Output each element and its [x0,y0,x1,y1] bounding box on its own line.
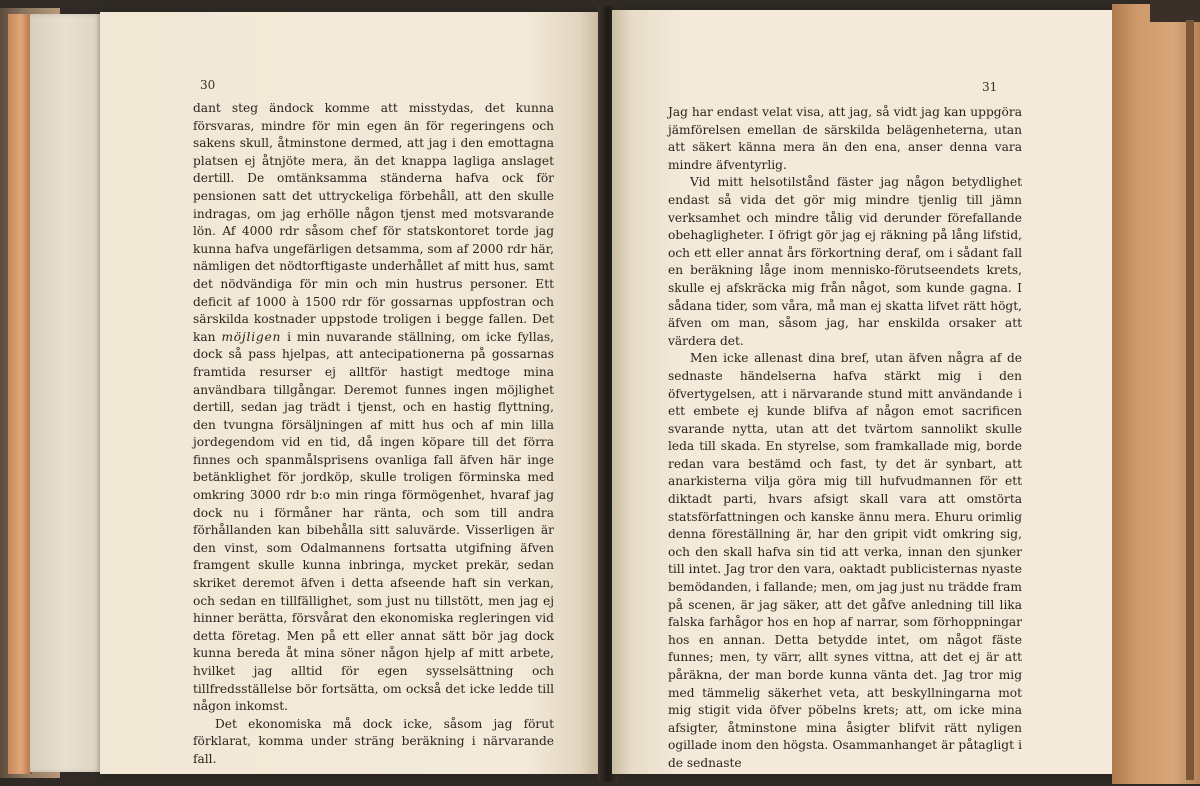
right-page-text [668,104,1022,773]
page-number-right: 31 [982,80,998,94]
paragraph: Jag har endast velat visa, att jag, så vidt jag kan uppgöra jämförelsen emellan de särskilda belägenheterna, utan att säkert känna mera än den ena, anser denna vara mindre äfventyrlig. [668,105,1022,172]
book-cover-edge-left [8,14,32,774]
page-number-left: 30 [200,78,216,92]
cover-stripe [1186,20,1194,780]
paragraph: dant steg ändock komme att misstydas, det kunna försvaras, mindre för min egen än för regeringens och sakens skull, åtminstone dermed, att jag i den emottagna platsen ej åtnjöte mera, än det knappa lagliga anslaget dertill. De omtänksamma ständerna hafva ock för pensionen satt det uttryckeliga förbehåll, att den skulle indragas, om jag erhölle någon tjenst med motsvarande lön. Af 4000 rdr såsom chef för statskontoret torde jag kunna hafva ungefärligen detsamma, som af 2000 rdr här, nämligen det nödtorftigaste underhållet af mitt hus, samt det nödvändiga för min och min hustrus personer. Ett deficit af 1000 à 1500 rdr för gossarnas uppfostran och särskilda kostnader uppstode troligen i begge fallen. Det kan möjligen i min nuvarande ställning, om icke fyllas, dock så pass hjelpas, att antecipationerna på gossarnas framtida resurser ej alltför hastigt medtoge mina användbara tillgångar. Deremot funnes ingen möjlighet dertill, sedan jag trädt i tjenst, och en hastig flyttning, den tvungna försäljningen af mitt hus och af min lilla jordegendom vid en tid, då ingen köpare till det förra finnes och spanmålsprisens ovanliga fall äfven här inge betänklighet för jordköp, skulle troligen förminska med omkring 3000 rdr b:o min ringa förmögenhet, hvaraf jag dock nu i förmåner har ränta, och som till andra förhållanden kan bibehålla sitt saluvärde. Visserligen är den vinst, som Odalmannens fortsatta utgifning äfven framgent skulle kunna inbringa, mycket prekär, sedan skriket deremot äfven i detta afseende haft sin verkan, och sedan en tillfällighet, som just nu tillstött, men jag ej hinner berätta, försvårat den ekonomiska regleringen vid detta företag. Men på ett eller annat sätt bör jag dock kunna bereda åt mina söner någon hjelp af mitt arbete, hvilket jag alltid för egen sysselsättning och tillfredsställelse bör fortsätta, om också det icke ledde till någon inkomst. [193,101,554,714]
cover-corner-tab [1150,0,1200,22]
left-page-text [193,100,554,769]
flyleaf-left [30,14,102,772]
paragraph: Vid mitt helsotilstånd fäster jag någon betydlighet endast så vida det gör mig mindre tjenlig till jämn verksamhet och mindre tålig vid derunder förefallande obehagligheter. I öfrigt gör jag ej räkning på lång lifstid, och ett eller annat års förkortning deraf, om i sådant fall en beräkning låge inom mennisko-förutseendets krets, skulle ej afskräcka mig från något, som kunde gagna. I sådana tider, som våra, må man ej skatta lifvet rätt högt, äfven om man, såsom jag, har enskilda orsaker att värdera det. [668,175,1022,348]
emphasized-word: möjligen [221,329,282,344]
paragraph: Men icke allenast dina bref, utan äfven några af de sednaste händelserna hafva stärkt mig i den öfvertygelsen, att i närvarande stund mitt användande i ett embete ej kunde blifva af någon emot sacrificen svarande nytta, utan att det tvärtom sannolikt skulle leda till skada. En styrelse, som framkallade mig, borde redan vara bestämd och fast, ty det är synbart, att anarkisterna vilja göra mig till hufvudmannen för ett diktadt parti, hvars afsigt skall vara att omstörta statsförfattningen och kanske ännu mera. Ehuru orimlig denna föreställning är, har den gripit vidt omkring sig, och den skall hafva sin tid att verka, innan den sjunker till intet. Jag tror den vara, oaktadt publicisternas nyaste bemödanden, i fallande; men, om jag just nu trädde fram på scenen, är jag säker, att det gåfve anledning till lika falska farhågor hos en hop af narrar, som förhoppningar hos en annan. Detta betydde intet, om något fäste funnes; men, ty värr, allt synes vittna, att det ej är att påräkna, der man borde kunna vänta det. Jag tror mig med tämmelig säkerhet veta, att beskyllningarna mot mig stigit vida öfver pöbelns krets; att, om icke mina afsigter, åtminstone mina åsigter blifvit rätt nyligen ogillade inom den högsta. Osammanhanget är påtagligt i de sednaste [668,351,1022,770]
paragraph: Det ekonomiska må dock icke, såsom jag förut förklarat, komma under sträng beräkning i närvarande fall. [193,716,554,766]
